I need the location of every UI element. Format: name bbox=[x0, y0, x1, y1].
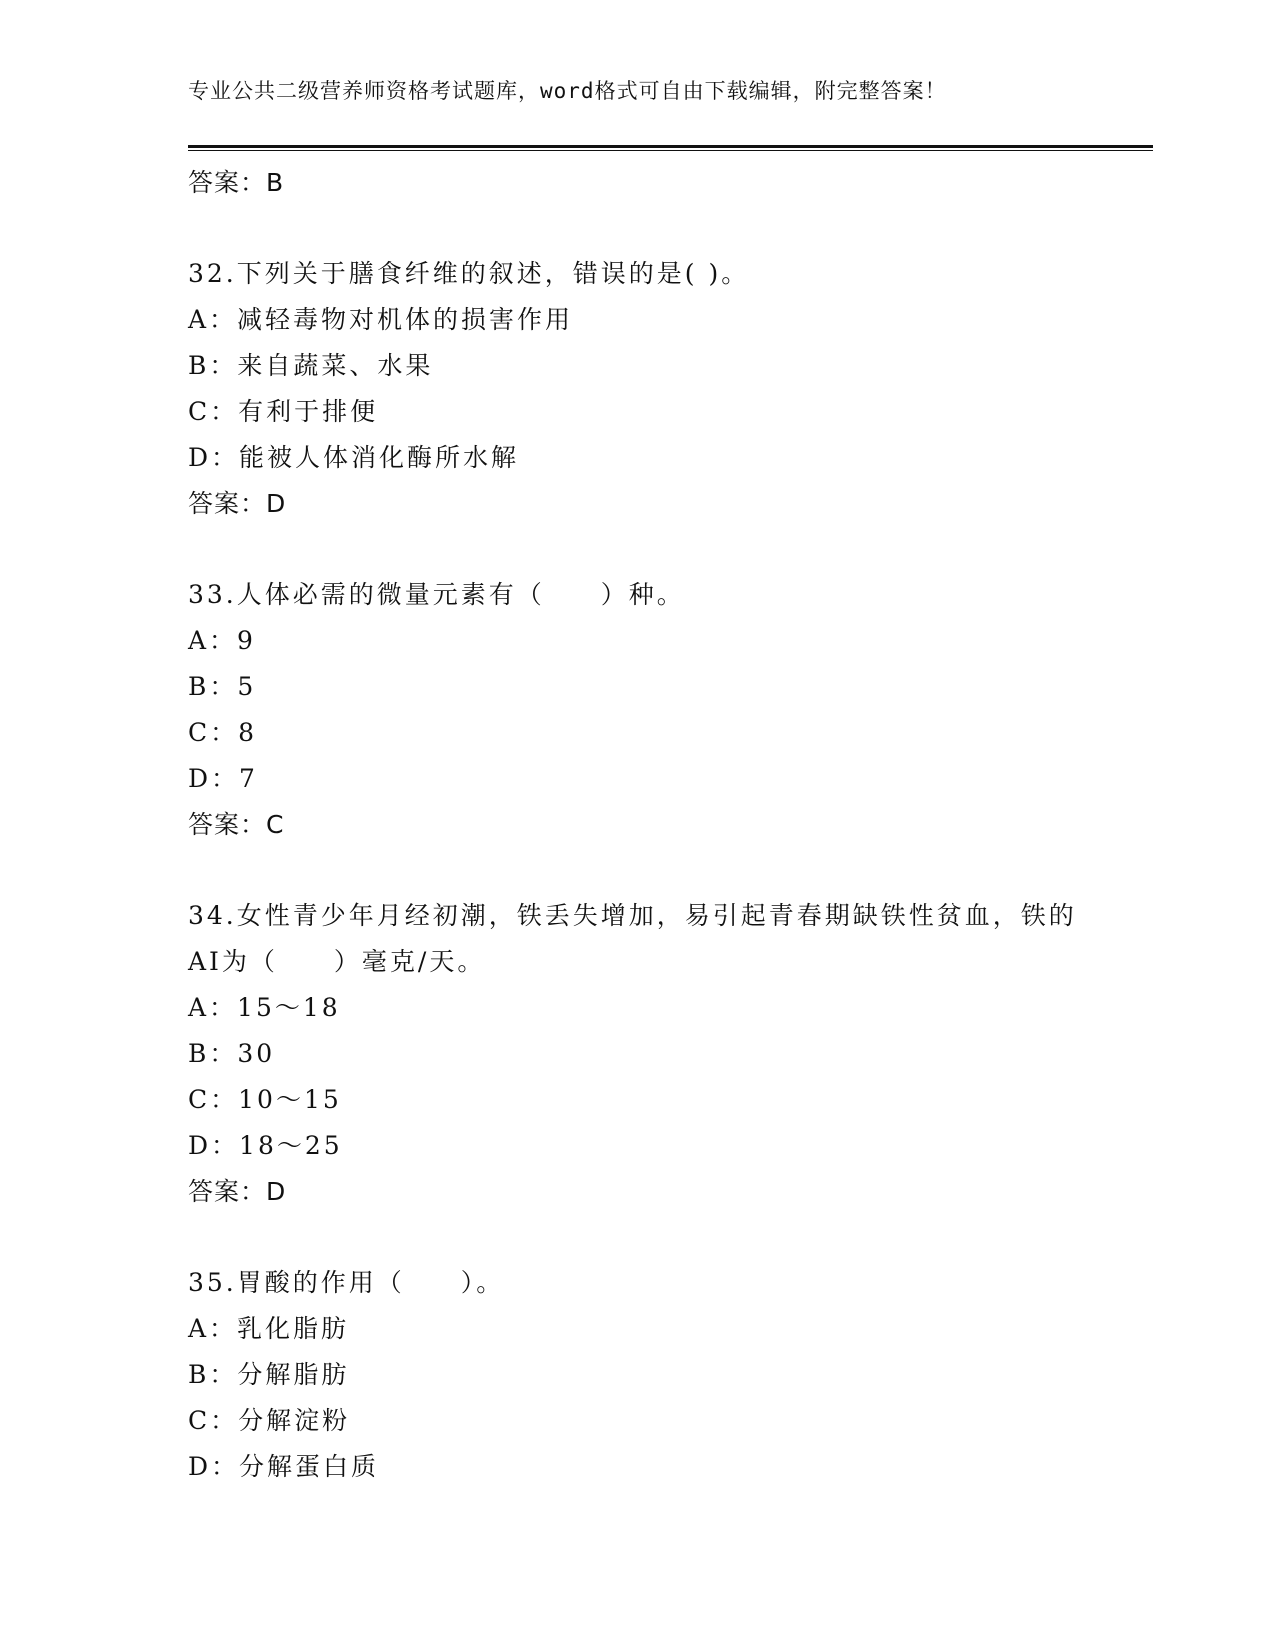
answer-line: 答案：B bbox=[188, 168, 285, 197]
question-34 bbox=[188, 893, 1088, 1215]
option-d: D：分解蛋白质 bbox=[188, 1452, 380, 1481]
option-c: C：8 bbox=[188, 718, 258, 747]
answer-line: 答案：C bbox=[188, 810, 285, 839]
option-a: A：乳化脂肪 bbox=[188, 1314, 350, 1343]
question-list bbox=[188, 160, 1088, 1490]
question-32 bbox=[188, 251, 1088, 527]
answer-line: 答案：D bbox=[188, 489, 287, 518]
option-b: B：来自蔬菜、水果 bbox=[188, 351, 434, 380]
option-b: B：5 bbox=[188, 672, 257, 701]
question-33 bbox=[188, 572, 1088, 848]
question-text: 32.下列关于膳食纤维的叙述，错误的是( )。 bbox=[188, 259, 750, 288]
header-rule-thick bbox=[188, 145, 1153, 148]
option-c: C：分解淀粉 bbox=[188, 1406, 351, 1435]
option-d: D：18～25 bbox=[188, 1131, 343, 1160]
option-c: C：10～15 bbox=[188, 1085, 342, 1114]
page-header: 专业公共二级营养师资格考试题库，word格式可自由下载编辑，附完整答案！ bbox=[188, 79, 947, 103]
question-text: 34.女性青少年月经初潮，铁丢失增加，易引起青春期缺铁性贫血，铁的AI为（ ）毫克/天。 bbox=[188, 901, 1077, 976]
question-text: 35.胃酸的作用（ ）。 bbox=[188, 1268, 505, 1297]
option-a: A：15～18 bbox=[188, 993, 341, 1022]
question-text: 33.人体必需的微量元素有（ ）种。 bbox=[188, 580, 685, 609]
option-b: B：30 bbox=[188, 1039, 276, 1068]
option-a: A：9 bbox=[188, 626, 256, 655]
option-d: D：7 bbox=[188, 764, 258, 793]
option-c: C：有利于排便 bbox=[188, 397, 379, 426]
option-b: B：分解脂肪 bbox=[188, 1360, 350, 1389]
question-35 bbox=[188, 1260, 1088, 1490]
answer-line: 答案：D bbox=[188, 1177, 287, 1206]
option-a: A：减轻毒物对机体的损害作用 bbox=[188, 305, 574, 334]
header-rule-thin bbox=[188, 150, 1153, 151]
option-d: D：能被人体消化酶所水解 bbox=[188, 443, 520, 472]
